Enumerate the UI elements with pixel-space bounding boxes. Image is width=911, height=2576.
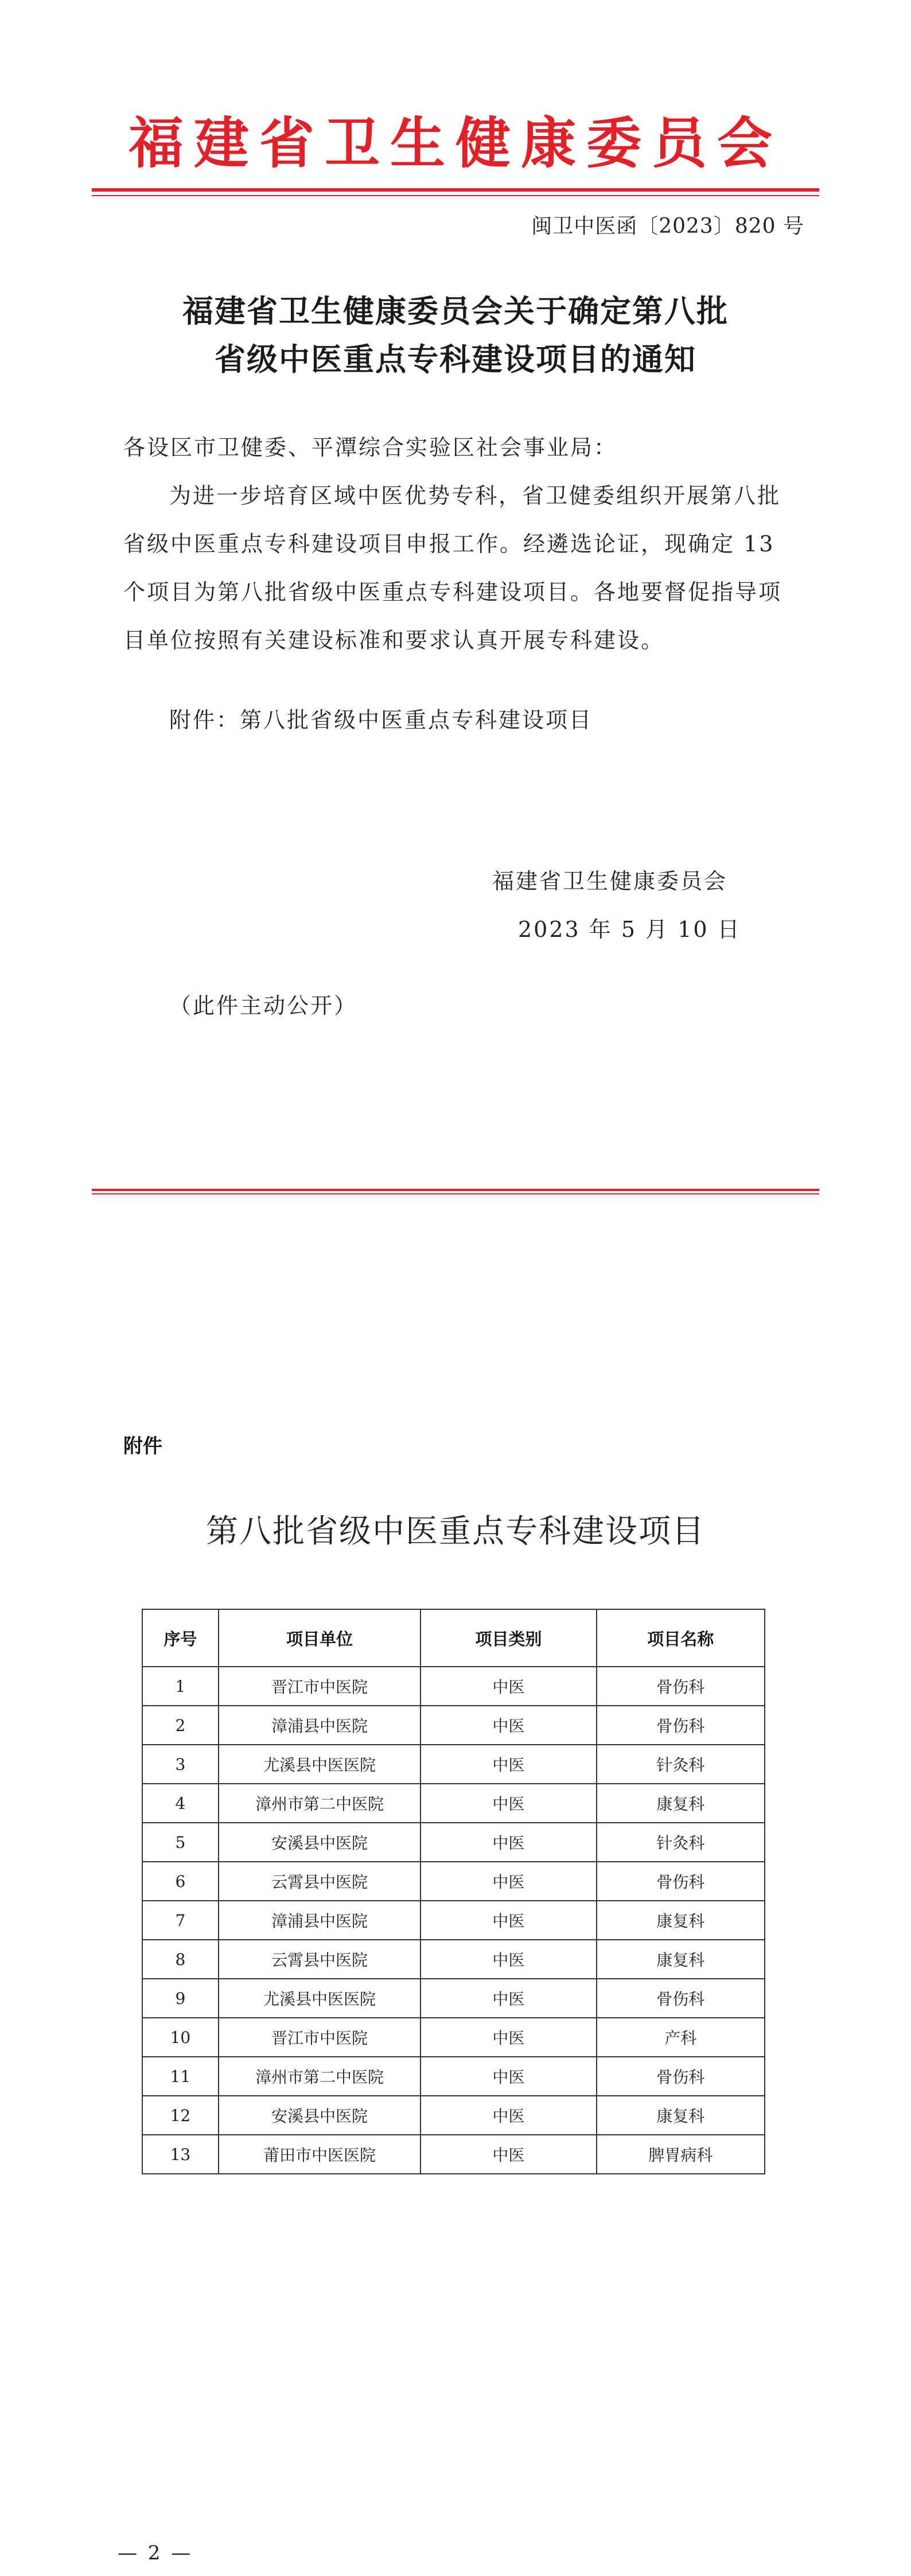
table-cell: 11 [142,2057,219,2096]
table-cell: 骨伤科 [597,2057,765,2096]
table-cell: 针灸科 [597,1745,765,1784]
table-row [142,1823,765,1862]
table-cell: 康复科 [597,1901,765,1940]
table-cell: 中医 [421,1784,596,1823]
column-header: 项目名称 [597,1609,765,1667]
table-cell: 骨伤科 [597,1862,765,1901]
table-row [142,2018,765,2057]
table-row [142,1667,765,1706]
table-cell: 1 [142,1667,219,1706]
table-cell: 骨伤科 [597,1706,765,1745]
column-header: 项目单位 [219,1609,421,1667]
table-cell: 7 [142,1901,219,1940]
table-row [142,1940,765,1979]
project-table [142,1609,765,2174]
table-row [142,1979,765,2018]
page-number: — 2 — [118,2542,193,2565]
table-cell: 云霄县中医院 [219,1862,421,1901]
masthead-title: 福建省卫生健康委员会 [129,111,782,176]
table-row [142,1862,765,1901]
table-cell: 中医 [421,1979,596,2018]
table-cell: 4 [142,1784,219,1823]
document-number: 闽卫中医函〔2023〕820 号 [531,215,804,238]
table-cell: 中医 [421,2018,596,2057]
column-header: 项目类别 [421,1609,596,1667]
table-cell: 尤溪县中医医院 [219,1745,421,1784]
table-cell: 12 [142,2096,219,2135]
table-row [142,1784,765,1823]
table-cell: 10 [142,2018,219,2057]
table-cell: 尤溪县中医医院 [219,1979,421,2018]
table-cell: 9 [142,1979,219,2018]
page-end-red-line-thin [92,1193,819,1194]
table-cell: 中医 [421,1862,596,1901]
table-cell: 中医 [421,2057,596,2096]
table-cell: 中医 [421,2096,596,2135]
table-cell: 中医 [421,1901,596,1940]
table-cell: 漳州市第二中医院 [219,1784,421,1823]
table-cell: 云霄县中医院 [219,1940,421,1979]
table-cell: 2 [142,1706,219,1745]
table-row [142,2096,765,2135]
table-cell: 6 [142,1862,219,1901]
body-line-1: 为进一步培育区域中医优势专科，省卫健委组织开展第八批 [169,483,781,508]
table-row [142,2135,765,2174]
table-cell: 8 [142,1940,219,1979]
table-cell: 3 [142,1745,219,1784]
addressee: 各设区市卫健委、平潭综合实验区社会事业局： [123,435,618,460]
table-cell: 产科 [597,2018,765,2057]
attachment-title: 第八批省级中医重点专科建设项目 [206,1513,705,1550]
masthead-red-line-thin [92,195,819,196]
body-line-3: 个项目为第八批省级中医重点专科建设项目。各地要督促指导项 [123,579,782,605]
table-cell: 骨伤科 [597,1979,765,2018]
table-cell: 中医 [421,1667,596,1706]
table-cell: 中医 [421,1940,596,1979]
table-cell: 晋江市中医院 [219,1667,421,1706]
table-cell: 安溪县中医院 [219,2096,421,2135]
masthead-red-line-thick [92,188,819,192]
column-header: 序号 [142,1609,219,1667]
table-cell: 针灸科 [597,1823,765,1862]
table-cell: 漳州市第二中医院 [219,2057,421,2096]
issue-date: 2023 年 5 月 10 日 [518,917,741,942]
table-cell: 漳浦县中医院 [219,1706,421,1745]
table-cell: 脾胃病科 [597,2135,765,2174]
table-cell: 13 [142,2135,219,2174]
table-cell: 康复科 [597,2096,765,2135]
table-cell: 晋江市中医院 [219,2018,421,2057]
table-row [142,1706,765,1745]
disclosure-note: （此件主动公开） [169,993,358,1018]
body-line-2: 省级中医重点专科建设项目申报工作。经遴选论证，现确定 13 [123,531,775,557]
table-cell: 安溪县中医院 [219,1823,421,1862]
table-cell: 中医 [421,2135,596,2174]
table-cell: 莆田市中医医院 [219,2135,421,2174]
table-cell: 康复科 [597,1784,765,1823]
table-cell: 中医 [421,1823,596,1862]
table-header-row [142,1609,765,1667]
notice-title-line-2: 省级中医重点专科建设项目的通知 [215,341,696,378]
table-row [142,2057,765,2096]
page-end-red-line-thick [92,1189,819,1191]
table-cell: 康复科 [597,1940,765,1979]
signer: 福建省卫生健康委员会 [492,869,728,894]
table-row [142,1901,765,1940]
table-cell: 骨伤科 [597,1667,765,1706]
attachment-reference: 附件：第八批省级中医重点专科建设项目 [169,707,593,733]
notice-title-line-1: 福建省卫生健康委员会关于确定第八批 [182,293,729,329]
table-cell: 中医 [421,1745,596,1784]
body-line-4: 目单位按照有关建设标准和要求认真开展专科建设。 [123,628,665,653]
table-cell: 中医 [421,1706,596,1745]
table-cell: 5 [142,1823,219,1862]
table-cell: 漳浦县中医院 [219,1901,421,1940]
attachment-label: 附件 [123,1435,162,1458]
table-row [142,1745,765,1784]
